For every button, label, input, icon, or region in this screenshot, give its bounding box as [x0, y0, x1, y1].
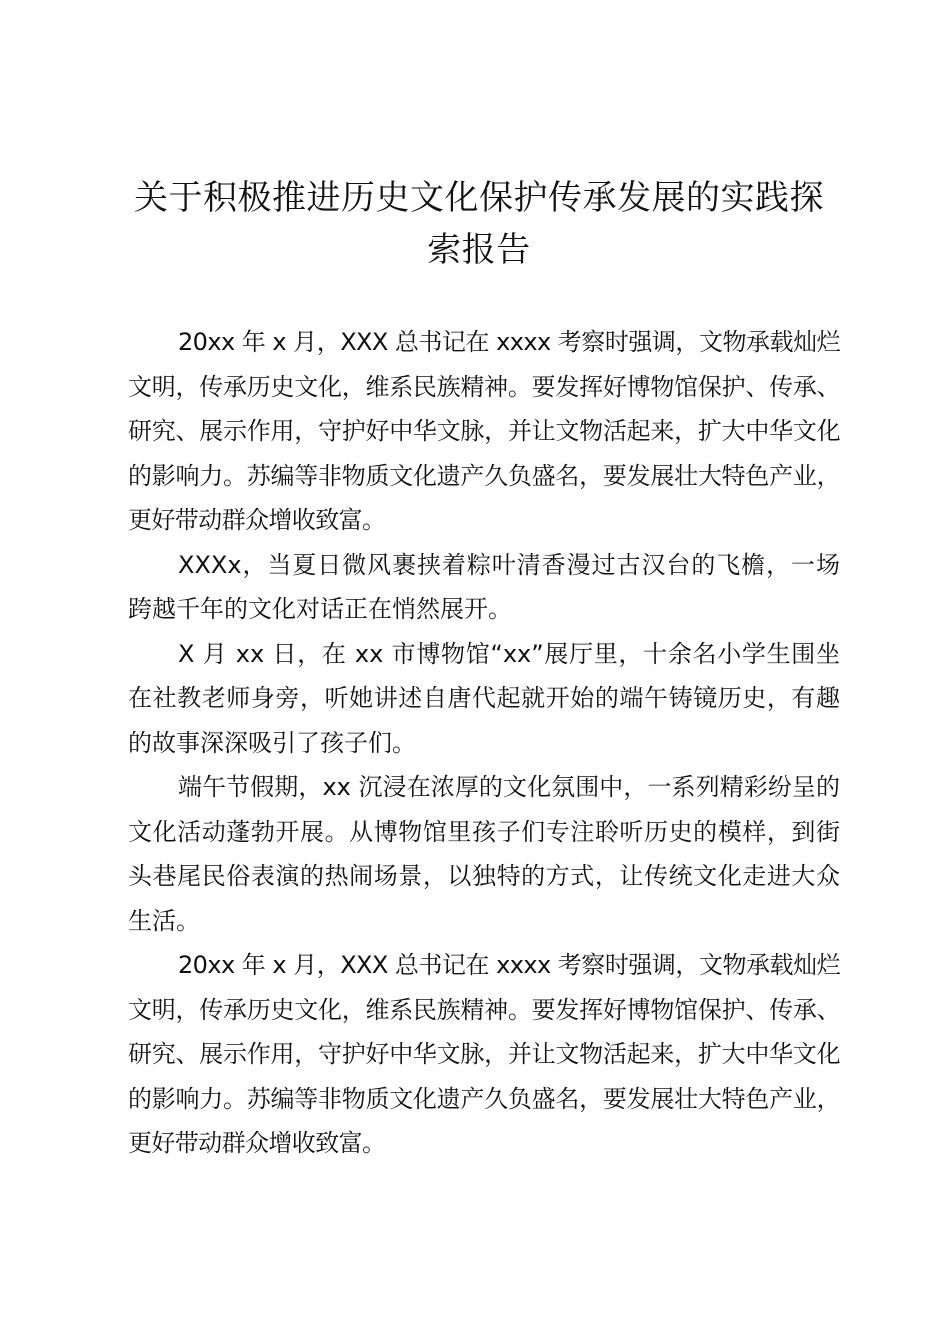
document-body: [128, 320, 840, 1166]
paragraph: XXXx，当夏日微风裹挟着粽叶清香漫过古汉台的飞檐，一场跨越千年的文化对话正在悄然展开。: [128, 550, 840, 623]
paragraph: 20xx 年 x 月，XXX 总书记在 xxxx 考察时强调，文物承载灿烂文明，传承历史文化，维系民族精神。要发挥好博物馆保护、传承、研究、展示作用，守护好中华文脉，并让文物活起来，扩大中华文化的影响力。苏编等非物质文化遗产久负盛名，要发展壮大特色产业，更好带动群众增收致富。: [128, 328, 840, 534]
paragraph: X 月 xx 日，在 xx 市博物馆“xx”展厅里，十余名小学生围坐在社教老师身旁，听她讲述自唐代起就开始的端午铸镜历史，有趣的故事深深吸引了孩子们。: [128, 639, 840, 757]
document-title: 关于积极推进历史文化保护传承发展的实践探索报告: [134, 178, 824, 270]
paragraph: 端午节假期，xx 沉浸在浓厚的文化氛围中，一系列精彩纷呈的文化活动蓬勃开展。从博物馆里孩子们专注聆听历史的模样，到街头巷尾民俗表演的热闹场景，以独特的方式，让传统文化走进大众生活。: [128, 773, 840, 935]
paragraph: 20xx 年 x 月，XXX 总书记在 xxxx 考察时强调，文物承载灿烂文明，传承历史文化，维系民族精神。要发挥好博物馆保护、传承、研究、展示作用，守护好中华文脉，并让文物活起来，扩大中华文化的影响力。苏编等非物质文化遗产久负盛名，要发展壮大特色产业，更好带动群众增收致富。: [128, 951, 840, 1157]
